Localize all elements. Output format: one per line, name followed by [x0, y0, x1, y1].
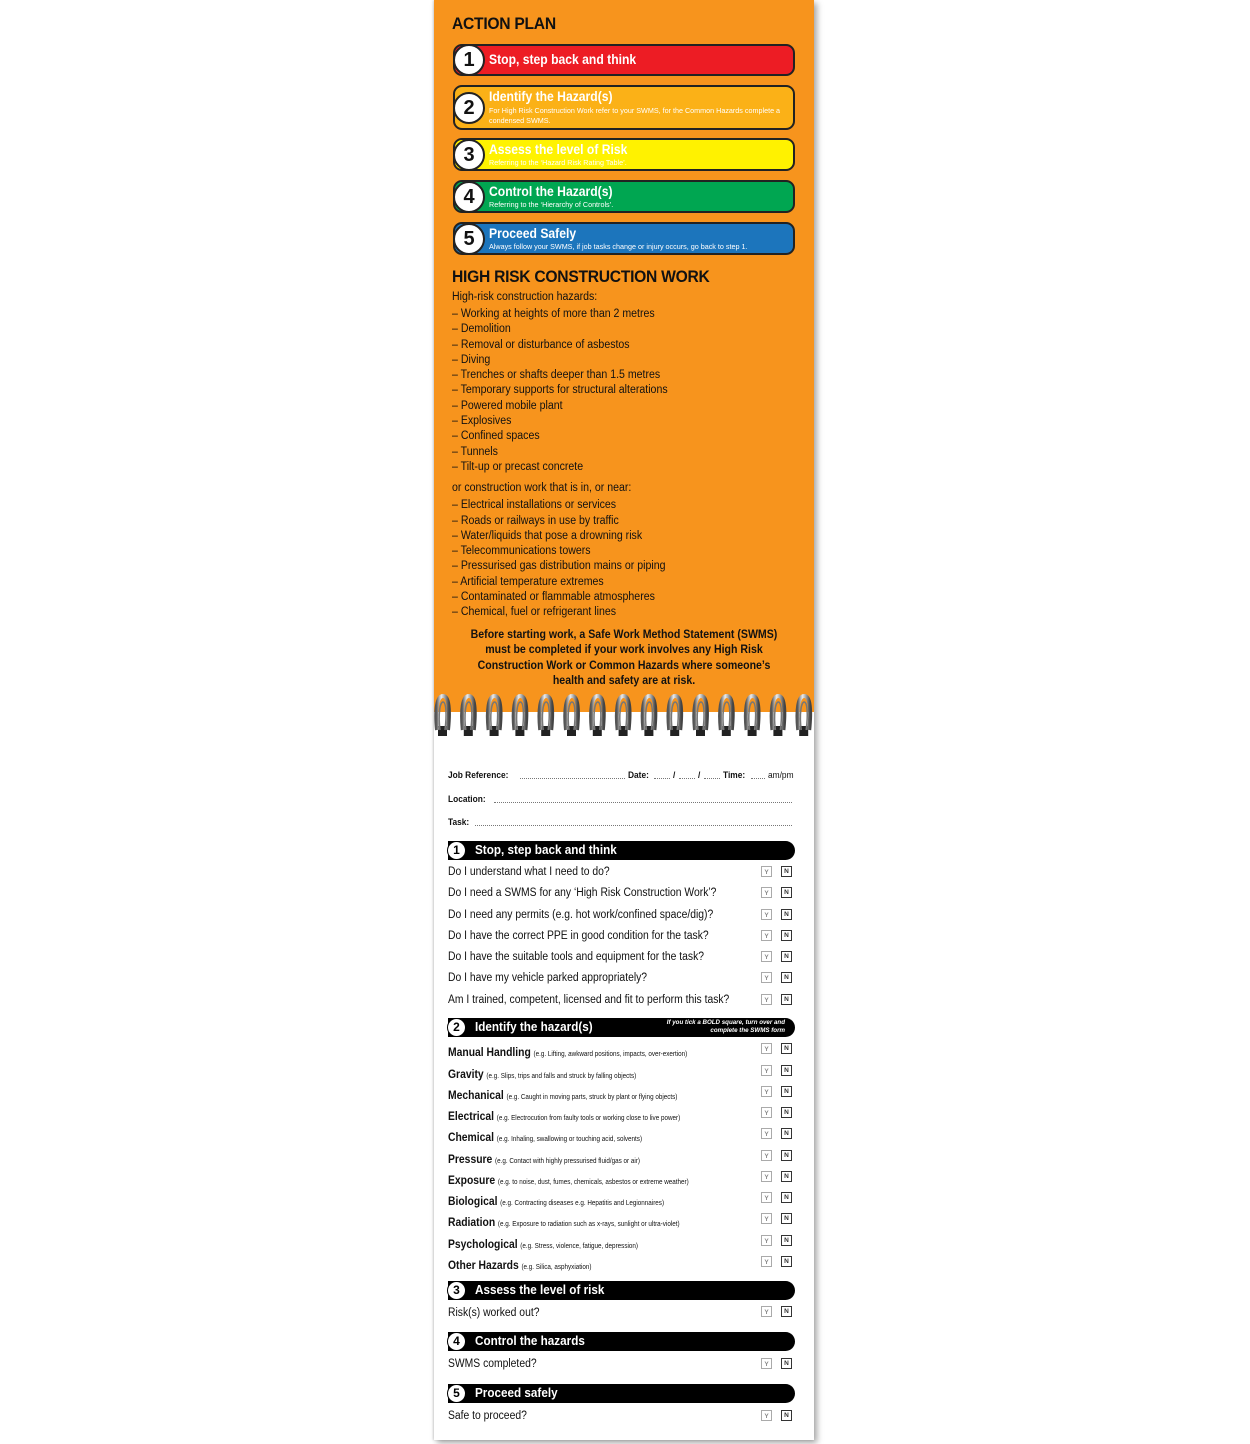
section-title: Control the hazards [475, 1333, 585, 1348]
yes-checkbox[interactable]: Y [761, 1086, 772, 1097]
task-field[interactable] [475, 824, 792, 826]
spiral-binding [434, 690, 814, 740]
spiral-ring [565, 696, 578, 736]
hazard-row [448, 1043, 772, 1061]
date-year-field[interactable] [704, 777, 720, 779]
hrcw-body [452, 290, 774, 621]
spiral-ring [591, 696, 604, 736]
yes-no-checkboxes [761, 972, 793, 984]
no-checkbox[interactable]: N [781, 1065, 792, 1076]
date-label: Date: [627, 770, 649, 781]
hazard-example: (e.g. Stress, violence, fatigue, depression) [520, 1243, 638, 1250]
hazard-name: Manual Handling [448, 1047, 531, 1059]
yes-no-checkboxes [761, 887, 793, 899]
swms-note [454, 628, 794, 689]
yes-checkbox[interactable]: Y [761, 930, 772, 941]
hazard-example: (e.g. Exposure to radiation such as x-rays, sunlight or ultra-violet) [497, 1221, 680, 1228]
yes-no-checkboxes [761, 1235, 793, 1247]
hazard-row [448, 1213, 772, 1231]
section-4-header [448, 1332, 795, 1351]
hazard-row [448, 1065, 772, 1083]
yes-checkbox[interactable]: Y [761, 866, 772, 877]
section-title: Assess the level of risk [475, 1282, 605, 1297]
no-checkbox[interactable]: N [781, 1256, 792, 1267]
no-checkbox[interactable]: N [781, 1410, 792, 1421]
section-note: If you tick a BOLD square, turn over and complete the SWMS form [666, 1019, 785, 1034]
question: Do I have the correct PPE in good condition for the task? [448, 930, 709, 942]
section-3-header [448, 1281, 795, 1300]
no-checkbox[interactable]: N [781, 1128, 792, 1139]
section-2-header [448, 1018, 795, 1037]
hazard-name: Pressure [448, 1154, 493, 1166]
hazard-name: Chemical [448, 1132, 495, 1144]
spiral-ring [617, 696, 630, 736]
step-title: Identify the Hazard(s) [489, 89, 613, 104]
hazard-row [448, 1235, 772, 1253]
list-item: – Confined spaces [452, 430, 540, 443]
no-checkbox[interactable]: N [781, 1235, 792, 1246]
date-separator: / [698, 770, 701, 781]
list-item: – Water/liquids that pose a drowning risk [452, 529, 643, 542]
hazard-name: Biological [448, 1196, 498, 1208]
job-reference-field[interactable] [520, 777, 625, 779]
yes-no-checkboxes [761, 1410, 793, 1422]
spiral-ring [694, 696, 707, 736]
step-title: Proceed Safely [489, 226, 577, 241]
yes-no-checkboxes [761, 1192, 793, 1204]
time-label: Time: [722, 770, 745, 781]
job-reference-label: Job Reference: [448, 770, 509, 781]
hazard-example: (e.g. Silica, asphyxiation) [521, 1264, 592, 1271]
time-field[interactable] [751, 777, 765, 779]
hazard-row [448, 1128, 772, 1146]
hazard-row [448, 1086, 772, 1104]
action-plan-heading: ACTION PLAN [452, 14, 556, 33]
date-separator: / [673, 770, 676, 781]
job-details-row [448, 770, 795, 781]
action-step-1 [453, 44, 795, 76]
step-title: Control the Hazard(s) [489, 184, 613, 199]
no-checkbox[interactable]: N [781, 1358, 792, 1369]
hrcw-intro: High-risk construction hazards: [452, 291, 598, 303]
list-item: – Chemical, fuel or refrigerant lines [452, 606, 617, 619]
yes-no-checkboxes [761, 1086, 793, 1098]
hazard-example: (e.g. Inhaling, swallowing or touching acid, solvents) [496, 1136, 643, 1143]
action-step-4 [453, 180, 795, 213]
hrcw-near-list [452, 498, 774, 620]
hazard-name: Psychological [448, 1239, 518, 1251]
hrcw-hazard-list [452, 307, 774, 475]
question: Do I understand what I need to do? [448, 866, 610, 878]
list-item: – Trenches or shafts deeper than 1.5 metres [452, 369, 661, 382]
spiral-ring [668, 696, 681, 736]
yes-checkbox[interactable]: Y [761, 1171, 772, 1182]
yes-checkbox[interactable]: Y [761, 909, 772, 920]
no-checkbox[interactable]: N [781, 887, 792, 898]
location-field[interactable] [494, 801, 792, 803]
hazard-example: (e.g. Contracting diseases e.g. Hepatitis and Legionnaires) [500, 1200, 665, 1207]
spiral-ring [462, 696, 475, 736]
yes-checkbox[interactable]: Y [761, 1128, 772, 1139]
question: Do I need a SWMS for any ‘High Risk Construction Work’? [448, 887, 717, 899]
hazard-name: Radiation [448, 1217, 496, 1229]
no-checkbox[interactable]: N [781, 1192, 792, 1203]
task-row [448, 817, 795, 828]
yes-checkbox[interactable]: Y [761, 951, 772, 962]
yes-checkbox[interactable]: Y [761, 1256, 772, 1267]
hazard-example: (e.g. Caught in moving parts, struck by plant or flying objects) [506, 1094, 678, 1101]
yes-no-checkboxes [761, 930, 793, 942]
question: SWMS completed? [448, 1358, 537, 1370]
section-5-header [448, 1384, 795, 1403]
yes-no-checkboxes [761, 1306, 793, 1318]
hazard-row [448, 1192, 772, 1210]
spiral-ring [488, 696, 501, 736]
step-number: 2 [453, 92, 485, 124]
yes-checkbox[interactable]: Y [761, 1306, 772, 1317]
yes-checkbox[interactable]: Y [761, 972, 772, 983]
no-checkbox[interactable]: N [781, 994, 792, 1005]
yes-checkbox[interactable]: Y [761, 1043, 772, 1054]
list-item: – Demolition [452, 323, 511, 336]
hazard-name: Exposure [448, 1175, 496, 1187]
spiral-ring [772, 696, 785, 736]
question: Safe to proceed? [448, 1410, 527, 1422]
yes-checkbox[interactable]: Y [761, 1107, 772, 1118]
yes-no-checkboxes [761, 1213, 793, 1225]
hazard-row [448, 1150, 772, 1168]
list-item: – Pressurised gas distribution mains or piping [452, 560, 666, 573]
list-item: – Removal or disturbance of asbestos [452, 338, 630, 351]
list-item: – Powered mobile plant [452, 399, 563, 412]
yes-no-checkboxes [761, 1150, 793, 1162]
spiral-ring [514, 696, 527, 736]
hazard-row [448, 1171, 772, 1189]
question: Do I need any permits (e.g. hot work/confined space/dig)? [448, 909, 714, 921]
ampm-label: am/pm [767, 770, 794, 781]
section-number: 3 [447, 1281, 466, 1300]
step-title: Stop, step back and think [489, 52, 637, 67]
list-item: – Electrical installations or services [452, 499, 617, 512]
task-label: Task: [448, 817, 470, 828]
no-checkbox[interactable]: N [781, 909, 792, 920]
step-title: Assess the level of Risk [489, 142, 628, 157]
no-checkbox[interactable]: N [781, 1306, 792, 1317]
step-number: 4 [453, 181, 485, 213]
list-item: – Roads or railways in use by traffic [452, 514, 619, 527]
no-checkbox[interactable]: N [781, 972, 792, 983]
spiral-ring [797, 696, 810, 736]
date-month-field[interactable] [679, 777, 695, 779]
hazard-name: Gravity [448, 1069, 484, 1081]
yes-checkbox[interactable]: Y [761, 887, 772, 898]
yes-no-checkboxes [761, 951, 793, 963]
list-item: – Artificial temperature extremes [452, 575, 604, 588]
list-item: – Working at heights of more than 2 metres [452, 308, 655, 320]
hazard-example: (e.g. Contact with highly pressurised fluid/gas or air) [495, 1158, 640, 1165]
hazard-example: (e.g. Slips, trips and falls and struck by falling objects) [486, 1073, 637, 1080]
date-day-field[interactable] [654, 777, 670, 779]
yes-checkbox[interactable]: Y [761, 994, 772, 1005]
location-row [448, 794, 795, 805]
swms-note-text: Before starting work, a Safe Work Method Statement (SWMS) must be completed if your work involves any High Risk Construction Work or Common Hazards where someone’s health and safety are at risk. [470, 629, 778, 687]
hazard-example: (e.g. Lifting, awkward positions, impacts, over-exertion) [533, 1051, 688, 1058]
no-checkbox[interactable]: N [781, 1213, 792, 1224]
no-checkbox[interactable]: N [781, 866, 792, 877]
action-step-5 [453, 222, 795, 255]
spiral-ring [539, 696, 552, 736]
section-number: 2 [447, 1018, 466, 1037]
no-checkbox[interactable]: N [781, 1171, 792, 1182]
yes-checkbox[interactable]: Y [761, 1065, 772, 1076]
no-checkbox[interactable]: N [781, 1150, 792, 1161]
question: Do I have the suitable tools and equipment for the task? [448, 951, 705, 963]
step-description: For High Risk Construction Work refer to your SWMS, for the Common Hazards complete a condensed SWMS. [489, 106, 781, 125]
yes-checkbox[interactable]: Y [761, 1150, 772, 1161]
step-description: Always follow your SWMS, if job tasks change or injury occurs, go back to step 1. [489, 242, 748, 251]
list-item: – Tilt-up or precast concrete [452, 460, 584, 473]
hazard-name: Electrical [448, 1111, 495, 1123]
step-description: Referring to the ‘Hierarchy of Controls’. [489, 200, 614, 209]
step-number: 5 [453, 223, 485, 255]
list-item: – Telecommunications towers [452, 545, 591, 558]
hazard-example: (e.g. Electrocution from faulty tools or working close to live power) [496, 1115, 681, 1122]
hazard-row [448, 1107, 772, 1125]
step-number: 3 [453, 139, 485, 171]
no-checkbox[interactable]: N [781, 951, 792, 962]
hrcw-heading: HIGH RISK CONSTRUCTION WORK [452, 267, 710, 286]
no-checkbox[interactable]: N [781, 1107, 792, 1118]
no-checkbox[interactable]: N [781, 1043, 792, 1054]
yes-no-checkboxes [761, 909, 793, 921]
yes-checkbox[interactable]: Y [761, 1192, 772, 1203]
step-number: 1 [453, 44, 485, 76]
hrcw-intro-near: or construction work that is in, or near: [452, 482, 632, 495]
action-step-3 [453, 138, 795, 171]
list-item: – Temporary supports for structural alterations [452, 384, 668, 397]
take-5-form [434, 740, 814, 1440]
hazard-example: (e.g. to noise, dust, fumes, chemicals, asbestos or extreme weather) [497, 1179, 689, 1186]
section-number: 4 [447, 1332, 466, 1351]
action-step-2 [453, 85, 795, 130]
question: Risk(s) worked out? [448, 1307, 540, 1319]
yes-no-checkboxes [761, 1065, 793, 1077]
yes-checkbox[interactable]: Y [761, 1235, 772, 1246]
yes-checkbox[interactable]: Y [761, 1213, 772, 1224]
yes-no-checkboxes [761, 1358, 793, 1370]
section-number: 1 [447, 841, 466, 860]
no-checkbox[interactable]: N [781, 930, 792, 941]
list-item: – Tunnels [452, 445, 498, 458]
yes-no-checkboxes [761, 866, 793, 878]
yes-checkbox[interactable]: Y [761, 1358, 772, 1369]
yes-no-checkboxes [761, 1128, 793, 1140]
notebook [434, 0, 814, 1440]
yes-no-checkboxes [761, 1107, 793, 1119]
step-description: Referring to the ‘Hazard Risk Rating Table’. [489, 158, 627, 167]
section-1-header [448, 841, 795, 860]
hazard-name: Mechanical [448, 1090, 504, 1102]
list-item: – Contaminated or flammable atmospheres [452, 591, 655, 604]
no-checkbox[interactable]: N [781, 1086, 792, 1097]
hazard-row [448, 1256, 772, 1274]
question: Do I have my vehicle parked appropriately? [448, 972, 648, 984]
hazard-name: Other Hazards [448, 1260, 519, 1272]
section-title: Identify the hazard(s) [475, 1019, 593, 1034]
location-label: Location: [448, 794, 486, 805]
yes-no-checkboxes [761, 994, 793, 1006]
action-plan-panel [434, 0, 814, 712]
list-item: – Explosives [452, 415, 512, 428]
spiral-ring [746, 696, 759, 736]
yes-no-checkboxes [761, 1171, 793, 1183]
yes-no-checkboxes [761, 1043, 793, 1055]
spiral-ring [436, 696, 449, 736]
section-number: 5 [447, 1384, 466, 1403]
yes-checkbox[interactable]: Y [761, 1410, 772, 1421]
section-title: Proceed safely [475, 1385, 558, 1400]
spiral-ring [643, 696, 656, 736]
yes-no-checkboxes [761, 1256, 793, 1268]
list-item: – Diving [452, 353, 491, 366]
section-title: Stop, step back and think [475, 842, 617, 857]
question: Am I trained, competent, licensed and fit to perform this task? [448, 994, 730, 1006]
spiral-ring [720, 696, 733, 736]
